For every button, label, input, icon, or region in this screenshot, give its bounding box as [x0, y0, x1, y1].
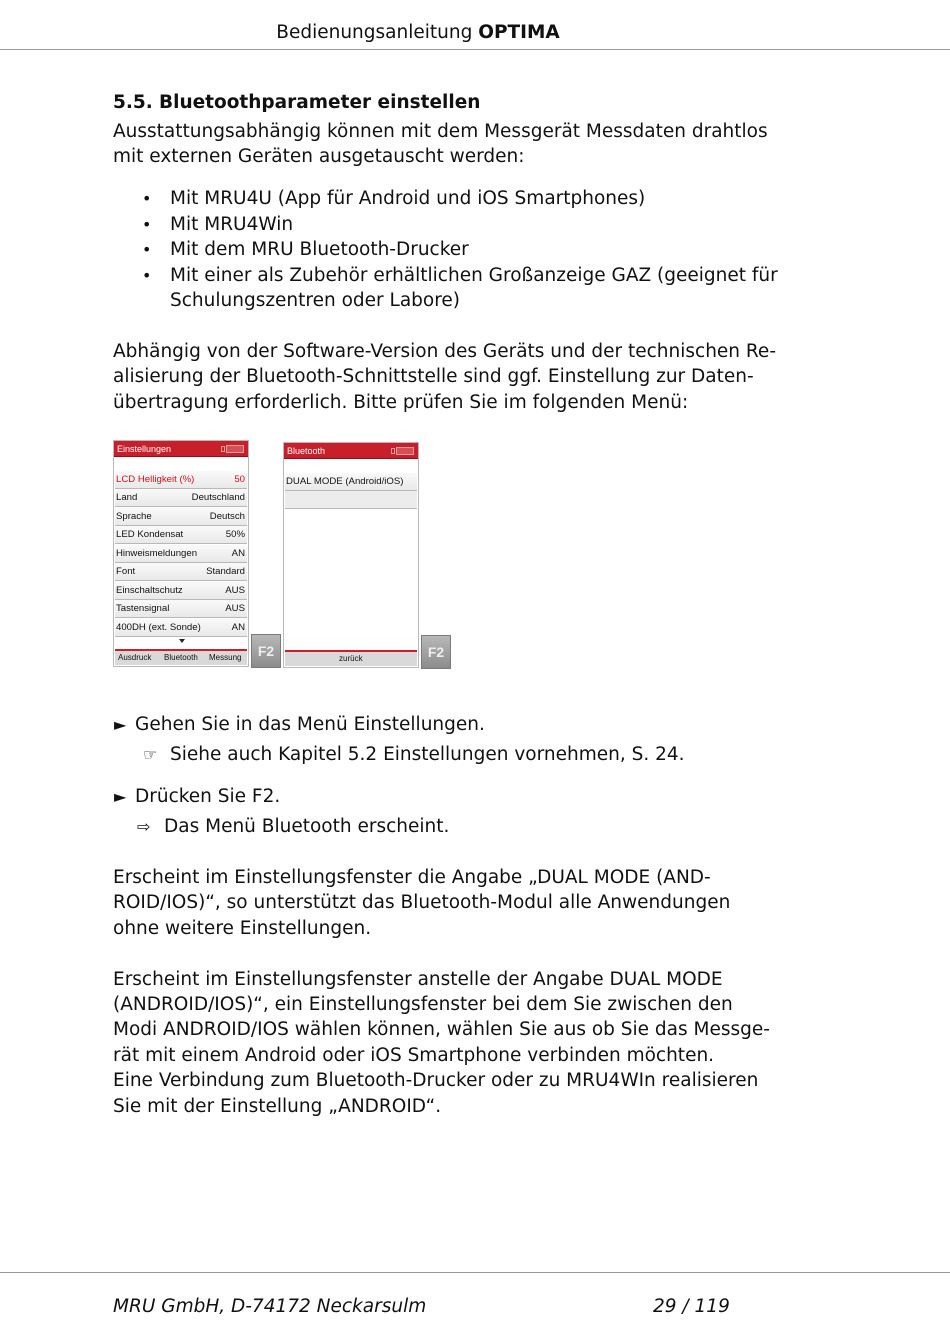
footer-page-number: 29 / 119 [653, 1296, 730, 1317]
bullet-item: Mit MRU4Win [170, 214, 294, 235]
header-rule [0, 49, 950, 50]
para1-line: Abhängig von der Software-Version des Geräts und der technischen Re- [113, 341, 776, 362]
para2-line: ohne weitere Einstellungen. [113, 918, 372, 939]
step-arrow-icon: ► [114, 715, 127, 734]
battery-icon [396, 447, 414, 455]
softkey-zurueck[interactable]: zurück [339, 654, 363, 663]
settings-row[interactable]: Sprache Deutsch [115, 508, 247, 526]
settings-row[interactable]: LCD Helligkeit (%) 50 [115, 471, 247, 489]
section-title: Bluetoothparameter einstellen [159, 92, 481, 113]
bullet-item: Mit dem MRU Bluetooth-Drucker [170, 239, 469, 260]
step-1: Gehen Sie in das Menü Einstellungen. [135, 714, 485, 735]
footer-company: MRU GmbH, D-74172 Neckarsulm [113, 1296, 427, 1317]
battery-icon [226, 445, 244, 453]
bullet-item: Mit MRU4U (App für Android und iOS Smartphones) [170, 188, 646, 209]
step-result: Das Menü Bluetooth erscheint. [164, 816, 450, 837]
settings-row[interactable]: Land Deutschland [115, 489, 247, 507]
intro-line-2: mit externen Geräten ausgetauscht werden: [113, 146, 525, 167]
settings-row[interactable]: Tastensignal AUS [115, 600, 247, 618]
para3-line: Sie mit der Einstellung „ANDROID“. [113, 1096, 442, 1117]
reference-hand-icon: ☞ [143, 745, 158, 764]
device-screen-bluetooth [283, 442, 419, 668]
para1-line: alisierung der Bluetooth-Schnittstelle sind ggf. Einstellung zur Daten- [113, 366, 754, 387]
screen-title: Einstellungen [114, 441, 248, 457]
para2-line: Erscheint im Einstellungsfenster die Angabe „DUAL MODE (AND- [113, 867, 711, 888]
header-product: OPTIMA [478, 22, 560, 43]
header-prefix: Bedienungsanleitung [276, 22, 479, 43]
screen-title: Bluetooth [284, 443, 418, 459]
bullet-dot: • [142, 240, 152, 259]
page-header [0, 22, 836, 43]
para3-line: Modi ANDROID/IOS wählen können, wählen Sie aus ob Sie das Messge- [113, 1019, 770, 1040]
settings-row[interactable]: 400DH (ext. Sonde) AN [115, 619, 247, 637]
settings-row[interactable]: Font Standard [115, 563, 247, 581]
bullet-dot: • [142, 266, 152, 285]
empty-row [285, 491, 417, 509]
section-number: 5.5. [113, 92, 153, 113]
para1-line: übertragung erforderlich. Bitte prüfen Sie im folgenden Menü: [113, 392, 689, 413]
bullet-dot: • [142, 215, 152, 234]
step-arrow-icon: ► [114, 787, 127, 806]
softkey-bluetooth[interactable]: Bluetooth [164, 653, 198, 662]
softkey-bar [285, 650, 417, 666]
bluetooth-mode-row[interactable]: DUAL MODE (Android/iOS) [285, 473, 417, 491]
f2-key-button[interactable]: F2 [421, 635, 451, 669]
bullet-dot: • [142, 189, 152, 208]
para3-line: (ANDROID/IOS)“, ein Einstellungsfenster bei dem Sie zwischen den [113, 994, 733, 1015]
bullet-item-continued: Schulungszentren oder Labore) [170, 290, 461, 311]
result-arrow-icon: ⇨ [137, 817, 151, 836]
softkey-bar [115, 649, 247, 665]
intro-line-1: Ausstattungsabhängig können mit dem Messgerät Messdaten drahtlos [113, 121, 768, 142]
para3-line: Eine Verbindung zum Bluetooth-Drucker oder zu MRU4WIn realisieren [113, 1070, 759, 1091]
f2-key-button[interactable]: F2 [251, 634, 281, 668]
settings-row[interactable]: Einschaltschutz AUS [115, 582, 247, 600]
para3-line: Erscheint im Einstellungsfenster anstelle der Angabe DUAL MODE [113, 969, 723, 990]
softkey-ausdruck[interactable]: Ausdruck [118, 653, 152, 662]
footer-rule [0, 1272, 950, 1273]
step-reference: Siehe auch Kapitel 5.2 Einstellungen vornehmen, S. 24. [170, 744, 685, 765]
para3-line: rät mit einem Android oder iOS Smartphone verbinden möchten. [113, 1045, 715, 1066]
para2-line: ROID/IOS)“, so unterstützt das Bluetooth-Modul alle Anwendungen [113, 892, 731, 913]
scroll-down-icon [179, 639, 185, 643]
device-screen-settings [113, 440, 249, 667]
bullet-item: Mit einer als Zubehör erhältlichen Großanzeige GAZ (geeignet für [170, 265, 778, 286]
settings-row[interactable]: LED Kondensat 50% [115, 526, 247, 544]
softkey-messung[interactable]: Messung [209, 653, 242, 662]
settings-row[interactable]: Hinweismeldungen AN [115, 545, 247, 563]
step-2: Drücken Sie F2. [135, 786, 281, 807]
